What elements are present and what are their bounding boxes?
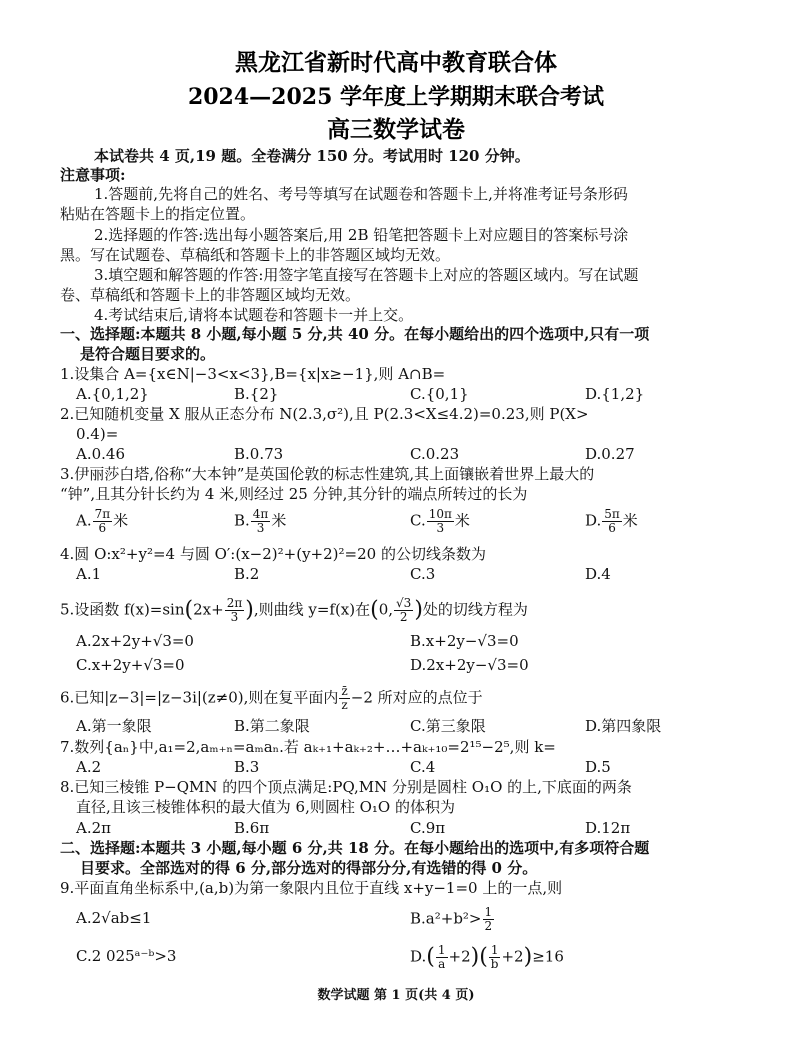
exam-info: 本试卷共 4 页,19 题。全卷满分 150 分。考试用时 120 分钟。: [94, 147, 530, 165]
q8-stem-1: 8.已知三棱锥 P−QMN 的四个顶点满足:PQ,MN 分别是圆柱 O₁O 的上,下底面的两条: [60, 778, 632, 796]
q2-stem-1: 2.已知随机变量 X 服从正态分布 N(2.3,σ²),且 P(2.3<X≤4.2)=0.23,则 P(X>: [60, 405, 589, 423]
q8-stem-2: 直径,且该三棱锥体积的最大值为 6,则圆柱 O₁O 的体积为: [76, 798, 455, 816]
q9-b-fraction: $\frac{1}{2}$: [484, 905, 493, 933]
q2-option-c: C.0.23: [410, 445, 460, 463]
q3-c-fraction: $\frac{10\pi}{3}$: [428, 507, 452, 535]
section-1-heading-b: 是符合题目要求的。: [80, 345, 216, 363]
exam-organizer: 黑龙江省新时代高中教育联合体: [235, 49, 557, 76]
q3-d-fraction: $\frac{5\pi}{6}$: [604, 507, 620, 535]
q6-fraction: $\frac{z̄}{z}$: [341, 684, 348, 712]
notice-4: 4.考试结束后,请将本试题卷和答题卡一并上交。: [94, 306, 414, 324]
notice-2b: 黑。写在试题卷、草稿纸和答题卡上的非答题区域均无效。: [60, 246, 451, 264]
q1-option-a: A.{0,1,2}: [76, 385, 149, 403]
q8-option-c: C.9π: [410, 819, 446, 837]
exam-title: 2024—2025 学年度上学期期末联合考试: [187, 84, 605, 110]
q9-option-d: D.( $\frac{1}{a}$ +2)( $\frac{1}{b}$ +2)≥16: [410, 943, 564, 971]
section-2-heading-b: 目要求。全部选对的得 6 分,部分选对的得部分分,有选错的得 0 分。: [80, 859, 538, 877]
q3-option-d: D. $\frac{5\pi}{6}$ 米: [585, 507, 638, 535]
q5-phase-fraction: $\frac{2\pi}{3}$: [226, 596, 243, 624]
q5-point-fraction: $\frac{√3}{2}$: [396, 596, 412, 624]
q7-option-c: C.4: [410, 758, 436, 776]
q4-option-b: B.2: [234, 565, 260, 583]
q6-stem: 6.已知|z−3|=|z−3i|(z≠0),则在复平面内 $\frac{z̄}{z}$ −2 所对应的点位于: [60, 684, 483, 712]
notice-heading: 注意事项:: [60, 166, 126, 184]
q9-option-a: A.2√ab≤1: [76, 909, 152, 927]
notice-1b: 粘贴在答题卡上的指定位置。: [60, 205, 256, 223]
exam-subject: 高三数学试卷: [327, 116, 465, 143]
page-footer: 数学试题 第 1 页(共 4 页): [317, 988, 475, 1003]
q4-option-a: A.1: [76, 565, 102, 583]
q7-stem: 7.数列{aₙ}中,a₁=2,aₘ₊ₙ=aₘaₙ.若 aₖ₊₁+aₖ₊₂+…+aₖ₊₁₀=2¹⁵−2⁵,则 k=: [60, 738, 556, 756]
q5-option-a: A.2x+2y+√3=0: [76, 632, 194, 650]
q5-stem: 5.设函数 f(x)=sin(2x+ $\frac{2\pi}{3}$ ),则曲线 y=f(x)在(0, $\frac{√3}{2}$ )处的切线方程为: [60, 596, 528, 624]
notice-1a: 1.答题前,先将自己的姓名、考号等填写在试题卷和答题卡上,并将准考证号条形码: [94, 185, 628, 203]
q3-stem-2: “钟”,且其分针长约为 4 米,则经过 25 分钟,其分针的端点所转过的长为: [60, 485, 528, 503]
q9-option-b: B.a²+b²> $\frac{1}{2}$: [410, 905, 493, 933]
q8-option-b: B.6π: [234, 819, 270, 837]
q9-d-fraction-a: $\frac{1}{a}$: [437, 943, 446, 971]
q3-a-fraction: $\frac{7\pi}{6}$: [94, 507, 111, 535]
section-1-heading-a: 一、选择题:本题共 8 小题,每小题 5 分,共 40 分。在每小题给出的四个选项中,只有一项: [60, 325, 650, 343]
q1-option-d: D.{1,2}: [585, 385, 645, 403]
q3-option-a: A. $\frac{7\pi}{6}$ 米: [76, 507, 129, 535]
q2-stem-2: 0.4)=: [76, 425, 119, 443]
q1-option-c: C.{0,1}: [410, 385, 469, 403]
q6-option-c: C.第三象限: [410, 717, 486, 735]
notice-3a: 3.填空题和解答题的作答:用签字笔直接写在答题卡上对应的答题区域内。写在试题: [94, 266, 639, 284]
q6-option-a: A.第一象限: [76, 717, 152, 735]
q2-option-a: A.0.46: [76, 445, 125, 463]
q7-option-b: B.3: [234, 758, 260, 776]
q3-stem-1: 3.伊丽莎白塔,俗称“大本钟”是英国伦敦的标志性建筑,其上面镶嵌着世界上最大的: [60, 465, 595, 483]
q7-option-d: D.5: [585, 758, 611, 776]
notice-3b: 卷、草稿纸和答题卡上的非答题区域均无效。: [60, 286, 361, 304]
q5-option-b: B.x+2y−√3=0: [410, 632, 519, 650]
q9-option-c: C.2 025ᵃ⁻ᵇ>3: [76, 947, 177, 965]
q9-stem: 9.平面直角坐标系中,(a,b)为第一象限内且位于直线 x+y−1=0 上的一点,则: [60, 879, 563, 897]
q1-option-b: B.{2}: [234, 385, 279, 403]
q2-option-d: D.0.27: [585, 445, 635, 463]
q4-option-c: C.3: [410, 565, 436, 583]
q3-option-b: B. $\frac{4\pi}{3}$ 米: [234, 507, 287, 535]
q9-d-fraction-b: $\frac{1}{b}$: [490, 943, 499, 971]
q4-stem: 4.圆 O:x²+y²=4 与圆 O′:(x−2)²+(y+2)²=20 的公切线条数为: [60, 545, 486, 563]
q5-option-c: C.x+2y+√3=0: [76, 656, 185, 674]
section-2-heading-a: 二、选择题:本题共 3 小题,每小题 6 分,共 18 分。在每小题给出的选项中,有多项符合题: [60, 839, 650, 857]
q7-option-a: A.2: [76, 758, 102, 776]
q3-option-c: C. $\frac{10\pi}{3}$ 米: [410, 507, 470, 535]
q1-stem: 1.设集合 A={x∈N|−3<x<3},B={x|x≥−1},则 A∩B=: [60, 365, 446, 383]
q8-option-a: A.2π: [76, 819, 112, 837]
q6-option-d: D.第四象限: [585, 717, 662, 735]
q3-b-fraction: $\frac{4\pi}{3}$: [252, 507, 269, 535]
q8-option-d: D.12π: [585, 819, 631, 837]
q5-option-d: D.2x+2y−√3=0: [410, 656, 529, 674]
q2-option-b: B.0.73: [234, 445, 284, 463]
q6-option-b: B.第二象限: [234, 717, 310, 735]
notice-2a: 2.选择题的作答:选出每小题答案后,用 2B 铅笔把答题卡上对应题目的答案标号涂: [94, 226, 629, 244]
q4-option-d: D.4: [585, 565, 611, 583]
